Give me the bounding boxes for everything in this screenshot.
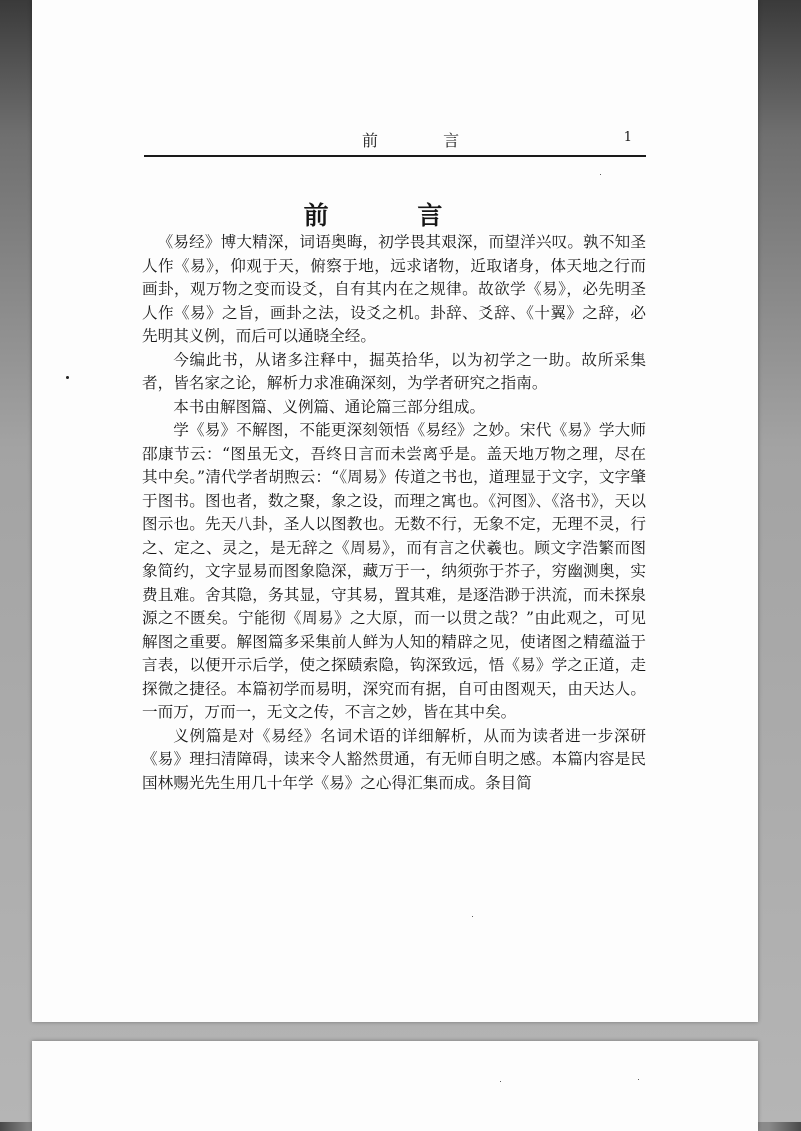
paragraph: 义例篇是对《易经》名词术语的详细解析，从而为读者进一步深研《易》理扫清障碍，读来令人豁然贯通，有无师自明之感。本篇内容是民国林赐光先生用几十年学《易》之心得汇集而成。条目简 bbox=[142, 726, 646, 792]
paragraph: 《易经》博大精深，词语奥晦，初学畏其艰深，而望洋兴叹。孰不知圣人作《易》，仰观于天，俯察于地，远求诸物，近取诸身，体天地之行而画卦，观万物之变而设爻，自有其内在之规律。故欲学《易》，必先明圣人作《易》之旨，画卦之法，设爻之机。卦辞、爻辞、《十翼》之辞，必先明其义例，而后可以通晓全经。 bbox=[142, 233, 646, 345]
header-rule bbox=[144, 155, 646, 157]
running-title: 前 言 bbox=[362, 131, 490, 150]
paragraph: 今编此书，从诸多注释中，掘英拾华，以为初学之一助。故所采集者，皆名家之论，解析力求准确深刻，为学者研究之指南。 bbox=[142, 350, 646, 392]
body-text bbox=[142, 231, 646, 795]
running-header bbox=[144, 128, 646, 156]
paragraph: 本书由解图篇、义例篇、通论篇三部分组成。 bbox=[173, 397, 486, 416]
scan-speck bbox=[472, 916, 473, 917]
scan-speck bbox=[500, 1081, 501, 1082]
document-page[interactable] bbox=[32, 0, 758, 1022]
page-number: 1 bbox=[623, 130, 632, 145]
paragraph: 学《易》不解图，不能更深刻领悟《易经》之妙。宋代《易》学大师邵康节云：“图虽无文，吾终日言而未尝离乎是。盖天地万物之理，尽在其中矣。”清代学者胡煦云：“《周易》传道之书也，道理显于文字，文字肇于图书。图也者，数之聚，象之设，而理之寓也。《河图》、《洛书》，天以图示也。先天八卦，圣人以图教也。无数不行，无象不定，无理不灵，行之、定之、灵之，是无辞之《周易》，而有言之伏羲也。顾文字浩繁而图象简约，文字显易而图象隐深，藏万于一，纳须弥于芥子，穷幽测奥，实费且难。舍其隐，务其显，守其易，置其难，是逐浩渺于洪流，而未探泉源之不匮矣。宁能彻《周易》之大原，而一以贯之哉？”由此观之，可见解图之重要。解图篇多采集前人鲜为人知的精辟之见，使诸图之精蕴溢于言表，以便开示后学，使之探赜索隐，钩深致远，悟《易》学之正道，走探微之捷径。本篇初学而易明，深究而有据，自可由图观天，由天达人。一而万，万而一，无文之传，不言之妙，皆在其中矣。 bbox=[142, 421, 646, 721]
scan-speck bbox=[638, 1079, 639, 1080]
chapter-title: 前 言 bbox=[303, 201, 483, 230]
next-document-page[interactable] bbox=[32, 1041, 758, 1131]
scan-speck bbox=[600, 174, 601, 175]
scan-speck bbox=[66, 376, 69, 379]
